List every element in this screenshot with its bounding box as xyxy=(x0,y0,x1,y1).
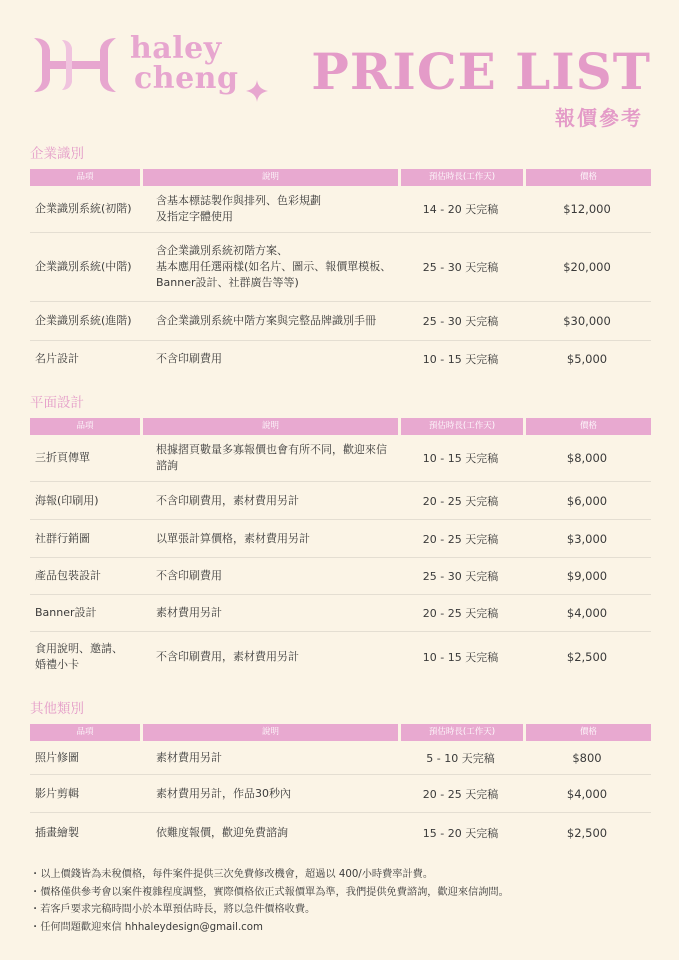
col-header-time: 預估時長(工作天) xyxy=(401,724,523,741)
item-desc: 不含印刷費用 xyxy=(156,352,222,365)
item-time: 25 - 30 天完稿 xyxy=(422,315,499,328)
item-price: $4,000 xyxy=(566,606,608,620)
item-name: 名片設計 xyxy=(35,352,79,365)
table-row xyxy=(30,341,651,377)
item-desc: 不含印刷費用，素材費用另計 xyxy=(156,493,299,507)
footnotes xyxy=(30,866,509,936)
item-name: 企業識別系統(初階) xyxy=(35,202,132,215)
table-body xyxy=(30,186,651,377)
page-title: PRICE LIST xyxy=(311,42,651,101)
item-desc: 素材費用另計 xyxy=(156,750,222,764)
brand-name-line2: cheng xyxy=(134,61,239,96)
item-time: 14 - 20 天完稿 xyxy=(422,203,499,216)
item-time: 5 - 10 天完稿 xyxy=(426,751,495,765)
item-desc: 依難度報價，歡迎免費諮詢 xyxy=(156,826,288,839)
col-header-desc: 說明 xyxy=(143,724,398,741)
item-desc: 不含印刷費用，素材費用另計 xyxy=(156,650,299,663)
item-price: $12,000 xyxy=(563,202,611,216)
item-name: 企業識別系統(中階) xyxy=(35,260,132,273)
item-name: 食用說明、邀請、 婚禮小卡 xyxy=(35,642,123,671)
table-row xyxy=(30,520,651,558)
item-time: 20 - 25 天完稿 xyxy=(422,787,499,801)
col-header-time: 預估時長(工作天) xyxy=(401,169,523,186)
table-row xyxy=(30,558,651,595)
footnote: ・ 若客戶要求完稿時間小於本單預估時長，將以急件價格收費。 xyxy=(30,901,509,919)
table-row xyxy=(30,813,651,853)
footnote: ・ 價格僅供參考會以案件複雜程度調整，實際價格依正式報價單為準，我們提供免費諮詢，歡迎來信詢問。 xyxy=(30,884,509,902)
item-price: $20,000 xyxy=(563,260,611,274)
item-desc: 根據摺頁數量多寡報價也會有所不同，歡迎來信 諮詢 xyxy=(156,443,387,472)
table-row xyxy=(30,482,651,520)
table-row xyxy=(30,233,651,302)
item-name: 照片修圖 xyxy=(35,750,79,764)
item-price: $3,000 xyxy=(566,531,608,546)
table-row xyxy=(30,186,651,233)
table-row xyxy=(30,435,651,482)
item-price: $2,500 xyxy=(566,826,608,840)
item-price: $800 xyxy=(572,750,602,765)
table-header xyxy=(30,724,651,741)
item-time: 20 - 25 天完稿 xyxy=(422,494,499,508)
item-name: 產品包裝設計 xyxy=(35,569,101,582)
hh-monogram-icon xyxy=(26,34,124,96)
table-header xyxy=(30,418,651,435)
col-header-item: 品項 xyxy=(30,169,140,186)
item-time: 10 - 15 天完稿 xyxy=(422,452,499,465)
table-row xyxy=(30,775,651,813)
item-price: $6,000 xyxy=(566,493,608,508)
item-price: $2,500 xyxy=(566,650,608,664)
col-header-item: 品項 xyxy=(30,724,140,741)
item-name: 影片剪輯 xyxy=(35,786,79,800)
col-header-desc: 說明 xyxy=(143,169,398,186)
item-time: 25 - 30 天完稿 xyxy=(422,570,499,583)
item-price: $5,000 xyxy=(566,352,608,366)
table-row xyxy=(30,632,651,682)
item-name: 企業識別系統(進階) xyxy=(35,314,132,327)
item-desc: 含企業識別系統中階方案與完整品牌識別手冊 xyxy=(156,314,376,327)
item-time: 15 - 20 天完稿 xyxy=(422,827,499,840)
section-other xyxy=(30,700,651,853)
footnote: ・ 以上價錢皆為未稅價格，每件案件提供三次免費修改機會，超過以 400/小時費率計費。 xyxy=(30,866,509,884)
item-time: 20 - 25 天完稿 xyxy=(422,532,499,546)
section-graphic-design xyxy=(30,394,651,682)
item-name: 社群行銷圖 xyxy=(35,531,90,545)
item-name: Banner設計 xyxy=(35,606,97,619)
item-desc: 含企業識別系統初階方案、 基本應用任選兩樣(如名片、圖示、報價單模板、 Banner設計、社群廣告等等) xyxy=(156,244,392,289)
item-desc: 不含印刷費用 xyxy=(156,569,222,582)
table-row xyxy=(30,302,651,341)
item-name: 三折頁傳單 xyxy=(35,451,90,464)
item-time: 10 - 15 天完稿 xyxy=(422,651,499,664)
section-title: 其他類別 xyxy=(30,701,84,717)
footnote-contact[interactable]: ・ 任何問題歡迎來信 hhhaleydesign@gmail.com xyxy=(30,919,509,937)
item-price: $4,000 xyxy=(566,786,608,801)
item-name: 插畫繪製 xyxy=(35,826,79,839)
section-corporate-identity xyxy=(30,145,651,377)
item-time: 20 - 25 天完稿 xyxy=(422,607,499,620)
sparkle-icon xyxy=(246,80,268,102)
item-name: 海報(印刷用) xyxy=(35,493,99,507)
item-time: 10 - 15 天完稿 xyxy=(422,353,499,366)
page-subtitle: 報價參考 xyxy=(555,106,643,130)
col-header-price: 價格 xyxy=(526,418,651,435)
section-title: 平面設計 xyxy=(30,395,84,411)
item-price: $8,000 xyxy=(566,451,608,465)
col-header-item: 品項 xyxy=(30,418,140,435)
table-row xyxy=(30,595,651,632)
brand-name xyxy=(130,31,239,96)
table-row xyxy=(30,741,651,775)
table-body xyxy=(30,435,651,682)
col-header-desc: 說明 xyxy=(143,418,398,435)
col-header-time: 預估時長(工作天) xyxy=(401,418,523,435)
item-price: $9,000 xyxy=(566,569,608,583)
item-desc: 以單張計算價格，素材費用另計 xyxy=(156,531,310,545)
item-time: 25 - 30 天完稿 xyxy=(422,261,499,274)
item-price: $30,000 xyxy=(563,314,611,328)
item-desc: 素材費用另計 xyxy=(156,606,222,619)
col-header-price: 價格 xyxy=(526,169,651,186)
col-header-price: 價格 xyxy=(526,724,651,741)
table-body xyxy=(30,741,651,853)
item-desc: 素材費用另計，作品30秒內 xyxy=(156,786,291,800)
brand-name-line1: haley xyxy=(130,31,222,66)
item-desc: 含基本標誌製作與排列、色彩規劃 及指定字體使用 xyxy=(156,194,321,223)
brand-logo xyxy=(26,30,256,102)
table-header xyxy=(30,169,651,186)
section-title: 企業識別 xyxy=(30,146,84,162)
